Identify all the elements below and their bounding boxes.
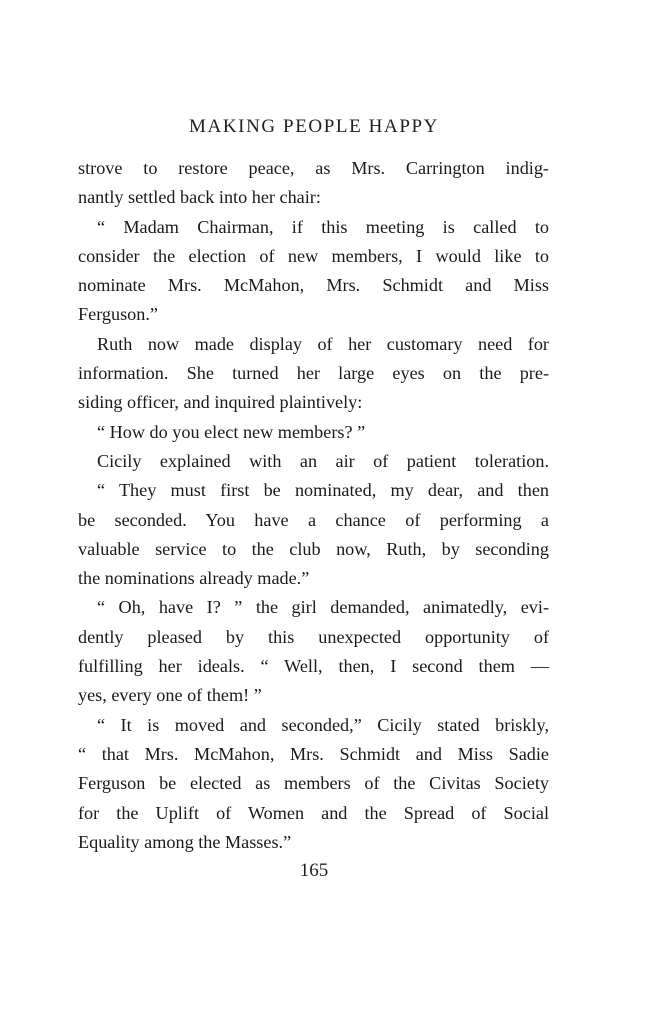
text-line: “ How do you elect new members? ” bbox=[97, 421, 366, 442]
text-line: valuable service to the club now, Ruth, by seconding bbox=[78, 538, 549, 559]
text-line: “ that Mrs. McMahon, Mrs. Schmidt and Miss Sadie bbox=[78, 743, 549, 764]
text-line: dently pleased by this unexpected opportunity of bbox=[78, 626, 549, 647]
text-line: fulfilling her ideals. “ Well, then, I second them — bbox=[78, 656, 549, 677]
text-line: Cicily explained with an air of patient toleration. bbox=[97, 450, 549, 471]
text-line: “ Madam Chairman, if this meeting is called to bbox=[97, 216, 549, 237]
text-line: Ruth now made display of her customary need for bbox=[97, 333, 549, 354]
page-number: 165 bbox=[299, 860, 329, 881]
text-line: the nominations already made.” bbox=[78, 568, 310, 589]
text-line: consider the election of new members, I would like to bbox=[78, 245, 549, 266]
text-line: for the Uplift of Women and the Spread of Social bbox=[78, 802, 549, 823]
text-line: “ They must first be nominated, my dear, and then bbox=[97, 480, 549, 501]
text-line: yes, every one of them! ” bbox=[78, 685, 262, 706]
text-line: nantly settled back into her chair: bbox=[78, 187, 321, 208]
body-text bbox=[78, 154, 549, 857]
text-line: siding officer, and inquired plaintively: bbox=[78, 392, 363, 413]
text-line: information. She turned her large eyes on the pre- bbox=[78, 363, 549, 384]
running-head: MAKING PEOPLE HAPPY bbox=[189, 116, 439, 137]
text-line: Equality among the Masses.” bbox=[78, 831, 292, 852]
text-line: strove to restore peace, as Mrs. Carrington indig- bbox=[78, 158, 549, 178]
text-line: be seconded. You have a chance of performing a bbox=[78, 509, 549, 530]
text-line: Ferguson be elected as members of the Civitas Society bbox=[78, 773, 549, 794]
text-line: “ It is moved and seconded,” Cicily stated briskly, bbox=[97, 714, 549, 735]
text-line: “ Oh, have I? ” the girl demanded, animatedly, evi- bbox=[97, 597, 549, 618]
text-line: Ferguson.” bbox=[78, 304, 158, 325]
text-line: nominate Mrs. McMahon, Mrs. Schmidt and Miss bbox=[78, 275, 549, 296]
